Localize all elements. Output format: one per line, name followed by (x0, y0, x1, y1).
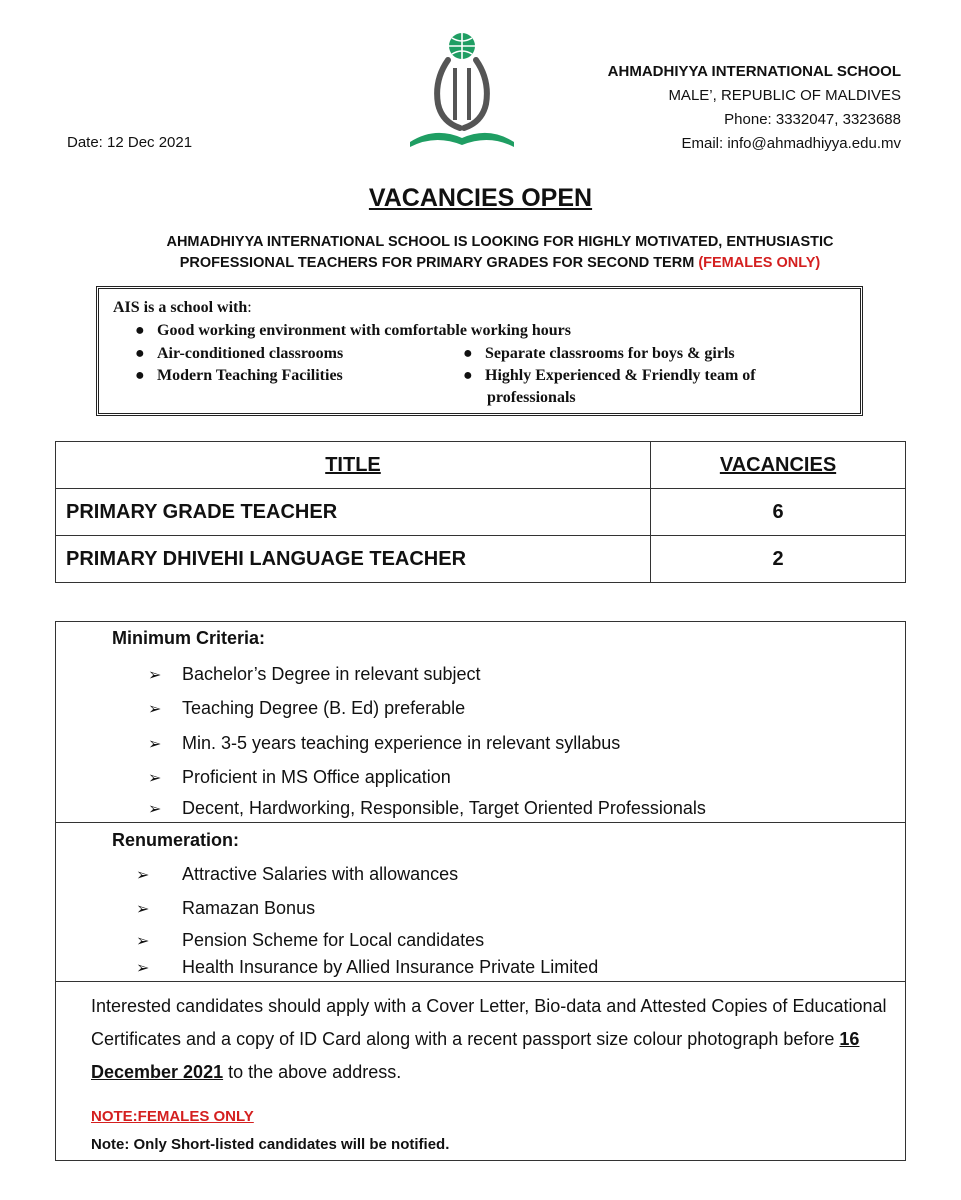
arrow-bullet-icon: ➢ (136, 933, 150, 950)
feature-item (463, 367, 756, 385)
application-deadline: 16 December 2021 (91, 1029, 860, 1082)
arrow-bullet-icon: ➢ (148, 701, 162, 718)
subheading-line-1: AHMADHIYYA INTERNATIONAL SCHOOL IS LOOKING FOR HIGHLY MOTIVATED, ENTHUSIASTIC (166, 234, 834, 250)
school-name: AHMADHIYYA INTERNATIONAL SCHOOL (607, 63, 901, 80)
renumeration-text: Attractive Salaries with allowances (182, 864, 459, 884)
criteria-text: Teaching Degree (B. Ed) preferable (182, 698, 466, 718)
school-phone: Phone: 3332047, 3323688 (724, 111, 901, 128)
application-text: Interested candidates should apply with a Cover Letter, Bio-data and Attested Copies of Educational Certificates and a copy of ID Card along with a recent passport size colour photograph before (91, 996, 887, 1049)
school-logo (408, 30, 516, 150)
renumeration-item (136, 898, 315, 919)
table-header-row (56, 442, 906, 489)
criteria-text: Decent, Hardworking, Responsible, Target Oriented Professionals (182, 798, 706, 818)
criteria-item (148, 798, 706, 819)
section-divider (56, 981, 905, 982)
criteria-item (148, 767, 451, 788)
feature-text: Separate classrooms for boys & girls (485, 345, 735, 362)
arrow-bullet-icon: ➢ (136, 960, 150, 977)
logo-book (410, 133, 514, 147)
feature-text: Good working environment with comfortable working hours (157, 322, 571, 339)
renumeration-text: Health Insurance by Allied Insurance Private Limited (182, 957, 599, 977)
school-features-box (96, 286, 863, 416)
renumeration-text: Pension Scheme for Local candidates (182, 930, 485, 950)
feature-text: Highly Experienced & Friendly team of (485, 367, 756, 384)
page-title: VACANCIES OPEN (368, 184, 593, 212)
feature-item (463, 345, 735, 363)
bullet-icon: ● (135, 345, 145, 362)
criteria-text: Bachelor’s Degree in relevant subject (182, 664, 481, 684)
arrow-bullet-icon: ➢ (136, 867, 150, 884)
criteria-item (148, 733, 620, 754)
bullet-icon: ● (135, 322, 145, 339)
school-email: Email: info@ahmadhiyya.edu.mv (681, 135, 901, 152)
position-title: PRIMARY DHIVEHI LANGUAGE TEACHER (56, 536, 651, 583)
features-intro (113, 299, 252, 317)
renumeration-item (136, 864, 458, 885)
logo-graphic (408, 30, 516, 150)
note-shortlisted: Note: Only Short-listed candidates will be notified. (91, 1136, 450, 1153)
feature-item-continuation: professionals (487, 389, 576, 406)
renumeration-title: Renumeration: (112, 830, 240, 850)
application-text-end: to the above address. (223, 1062, 402, 1082)
school-contact-block (608, 60, 901, 156)
criteria-text: Min. 3-5 years teaching experience in relevant syllabus (182, 733, 621, 753)
criteria-text: Proficient in MS Office application (182, 767, 451, 787)
subheading-line-2-text: PROFESSIONAL TEACHERS FOR PRIMARY GRADES FOR SECOND TERM (179, 255, 699, 271)
bullet-icon: ● (463, 345, 473, 362)
criteria-item (148, 698, 465, 719)
females-only-highlight: (FEMALES ONLY) (698, 255, 821, 271)
bullet-icon: ● (135, 367, 145, 384)
feature-item (135, 322, 571, 340)
renumeration-item (136, 930, 484, 951)
feature-item (135, 367, 343, 385)
school-location: MALE’, REPUBLIC OF MALDIVES (668, 87, 901, 104)
position-count: 2 (651, 536, 906, 583)
features-intro-text: AIS is a school with (113, 299, 248, 316)
feature-item (135, 345, 343, 363)
criteria-item (148, 664, 481, 685)
vacancies-table (55, 441, 906, 583)
section-divider (56, 822, 905, 823)
renumeration-item (136, 957, 598, 978)
feature-text: Air-conditioned classrooms (157, 345, 344, 362)
minimum-criteria-title: Minimum Criteria: (112, 628, 266, 648)
arrow-bullet-icon: ➢ (148, 770, 162, 787)
note-females-only: NOTE:FEMALES ONLY (91, 1108, 254, 1125)
renumeration-text: Ramazan Bonus (182, 898, 316, 918)
arrow-bullet-icon: ➢ (148, 667, 162, 684)
arrow-bullet-icon: ➢ (148, 801, 162, 818)
column-header-title: TITLE (56, 442, 651, 489)
application-instructions (91, 990, 891, 1089)
position-title: PRIMARY GRADE TEACHER (56, 489, 651, 536)
table-row (56, 536, 906, 583)
criteria-box (55, 621, 906, 1161)
position-count: 6 (651, 489, 906, 536)
subheading-line-2 (100, 253, 900, 274)
table-row (56, 489, 906, 536)
arrow-bullet-icon: ➢ (148, 736, 162, 753)
bullet-icon: ● (463, 367, 473, 384)
features-intro-colon: : (247, 299, 252, 316)
subheading (100, 232, 900, 274)
arrow-bullet-icon: ➢ (136, 901, 150, 918)
column-header-vacancies: VACANCIES (651, 442, 906, 489)
notice-date: Date: 12 Dec 2021 (67, 134, 193, 151)
feature-text: Modern Teaching Facilities (157, 367, 343, 384)
